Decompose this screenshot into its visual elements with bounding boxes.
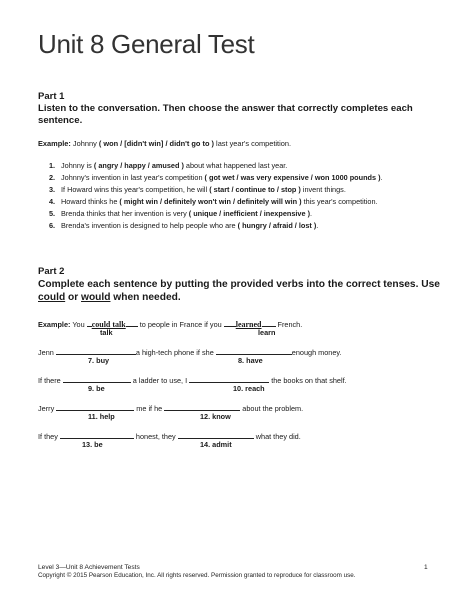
blank-14[interactable] — [178, 430, 254, 439]
blank-9[interactable] — [63, 374, 131, 383]
verb-hint: 7. buy — [88, 356, 110, 365]
example-hint-2: learn — [258, 328, 276, 337]
sentence-row: If they honest, they what they did. — [38, 432, 301, 441]
footer-copyright: Copyright © 2015 Pearson Education, Inc. All rights reserved. Permission granted to reproduce for classroom use. — [38, 572, 356, 579]
part2-heading: Part 2 — [38, 266, 65, 277]
example-answer-1: could talk — [91, 320, 126, 329]
blank-7[interactable] — [56, 346, 136, 355]
list-item: 5. Brenda thinks that her invention is very ( unique / inefficient / inexpensive ). — [49, 209, 313, 219]
verb-hint: 9. be — [88, 384, 105, 393]
answer-choices[interactable]: ( got wet / was very expensive / won 1000 pounds ) — [204, 173, 381, 183]
part2-example: Example: You could talk to people in France if you learned French. — [38, 320, 303, 329]
footer-level: Level 3—Unit 8 Achievement Tests — [38, 564, 140, 571]
part1-instruction: Listen to the conversation. Then choose the answer that correctly completes each sentence. — [38, 103, 413, 126]
example-pre: Johnny — [70, 139, 99, 148]
example-answer-2: learned — [235, 320, 262, 329]
part1-example — [38, 139, 291, 148]
blank-13[interactable] — [60, 430, 134, 439]
answer-choices[interactable]: ( might win / definitely won't win / definitely will win ) — [119, 197, 302, 207]
verb-hint: 10. reach — [233, 384, 265, 393]
answer-choices[interactable]: ( hungry / afraid / lost ) — [237, 221, 317, 231]
answer-choices[interactable]: ( angry / happy / amused ) — [93, 161, 184, 170]
sentence-row: Jerry me if he about the problem. — [38, 404, 304, 413]
list-item: 1. Johnny is ( angry / happy / amused ) about what happened last year. — [49, 161, 288, 170]
part1-heading: Part 1 — [38, 91, 65, 102]
verb-hint: 14. admit — [200, 440, 232, 449]
answer-choices[interactable]: ( start / continue to / stop ) — [209, 185, 301, 195]
verb-hint: 12. know — [200, 412, 231, 421]
blank-8[interactable] — [216, 346, 292, 355]
page-title: Unit 8 General Test — [38, 29, 255, 59]
verb-hint: 8. have — [238, 356, 263, 365]
answer-choices[interactable]: ( unique / inefficient / inexpensive ) — [188, 209, 310, 219]
example-label: Example: — [38, 139, 71, 148]
list-item: 6. Brenda's invention is designed to help people who are ( hungry / afraid / lost ). — [49, 221, 319, 231]
page-number: 1 — [424, 564, 428, 571]
list-item: 3. If Howard wins this year's competition, he will ( start / continue to / stop ) invent things. — [49, 185, 346, 195]
part1-question-list — [38, 161, 383, 234]
verb-hint: 13. be — [82, 440, 103, 449]
part2-instruction: Complete each sentence by putting the provided verbs into the correct tenses. Use could or would when needed. — [38, 279, 440, 303]
sentence-row: Jenn a high-tech phone if she enough money. — [38, 348, 342, 357]
example-hint-1: talk — [100, 328, 113, 337]
would-word: would — [81, 292, 111, 303]
blank-10[interactable] — [189, 374, 269, 383]
list-item: 2. Johnny's invention in last year's competition ( got wet / was very expensive / won 1000 pounds ). — [49, 173, 383, 183]
could-word: could — [38, 292, 66, 303]
blank-11[interactable] — [56, 402, 134, 411]
example-post: last year's competition. — [214, 139, 291, 148]
example-choices: ( won / [didn't win] / didn't go to ) — [98, 139, 214, 148]
list-item: 4. Howard thinks he ( might win / definitely won't win / definitely will win ) this year's competition. — [49, 197, 378, 207]
sentence-row: If there a ladder to use, I the books on that shelf. — [38, 376, 347, 385]
verb-hint: 11. help — [88, 412, 115, 421]
blank-12[interactable] — [164, 402, 240, 411]
